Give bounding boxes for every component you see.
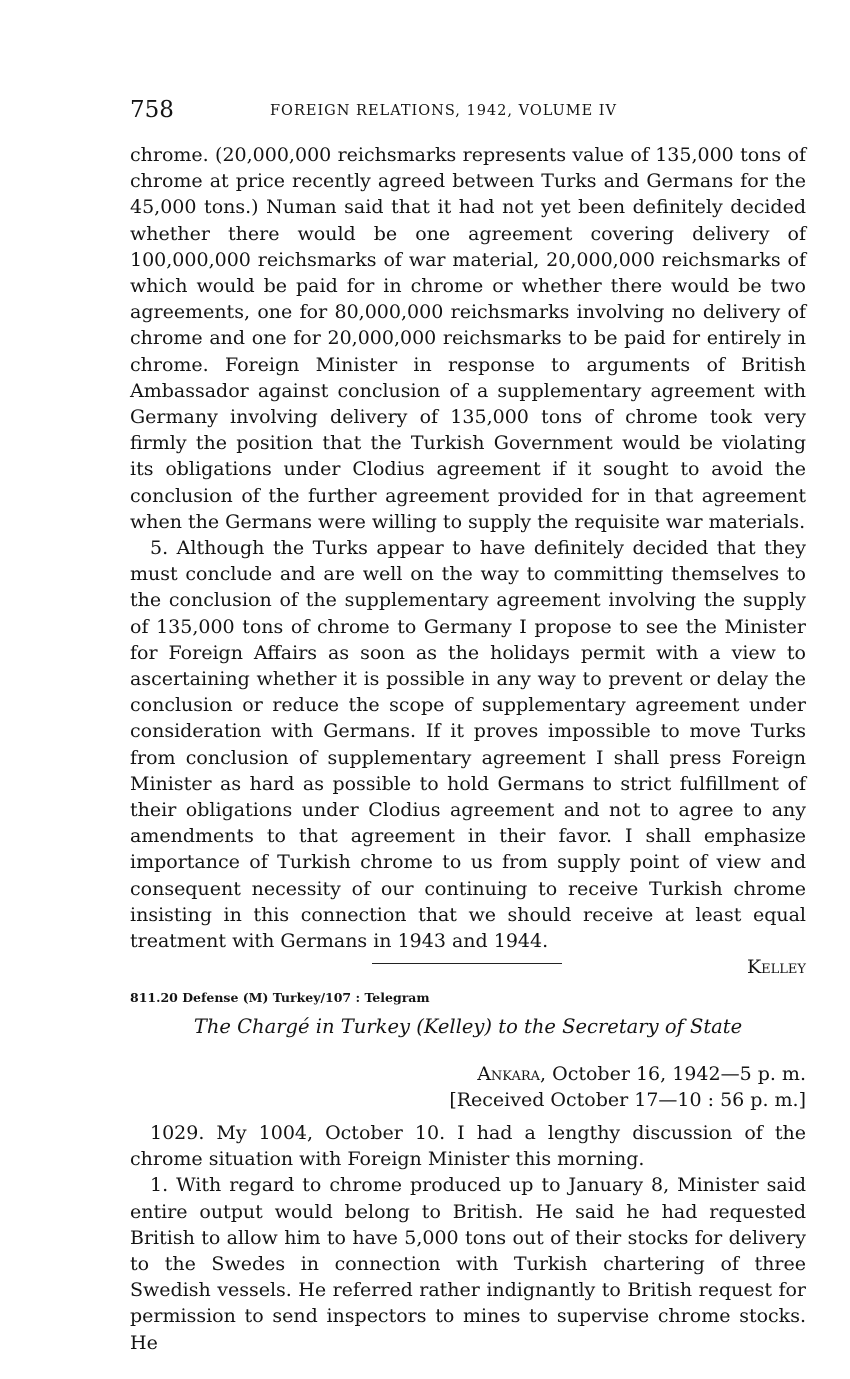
paragraph-1029: 1029. My 1004, October 10. I had a lengthy discussion of the chrome situation with Foreign Minister this morning.	[130, 1122, 806, 1171]
date-received: [Received October 17—10 : 56 p. m.]	[449, 1089, 806, 1111]
paragraph-5: 5. Although the Turks appear to have definitely decided that they must conclude and are well on the way to committing themselves to the conclusion of the supplementary agreement involving the supply of 135,000 tons of chrome to Germany I propose to see the Minister for Foreign Affairs as soon as the holidays permit with a view to ascertaining whether it is possible in any way to prevent or delay the conclusion or reduce the scope of supplementary agreement under consideration with Germans. If it proves impossible to move Turks from conclusion of supplementary agreement I shall press Foreign Minister as hard as possible to hold Germans to strict fulfillment of their obligations under Clodius agreement and not to agree to any amendments to that agreement in their favor. I shall emphasize importance of Turkish chrome to us from supply point of view and consequent necessity of our continuing to receive Turkish chrome insisting in this connection that we should receive at least equal treatment with Germans in 1943 and 1944.	[130, 537, 806, 953]
place-name: Ankara,	[477, 1063, 547, 1085]
file-reference: 811.20 Defense (M) Turkey/107 : Telegram	[130, 990, 430, 1005]
continuation-text	[130, 142, 806, 980]
date-sent: October 16, 1942—5 p. m.	[546, 1063, 806, 1085]
telegram-text	[130, 1120, 806, 1356]
running-title: FOREIGN RELATIONS, 1942, VOLUME IV	[270, 103, 617, 119]
section-divider	[372, 963, 562, 964]
dateline	[130, 1061, 806, 1113]
paragraph-continuation: chrome. (20,000,000 reichsmarks represents value of 135,000 tons of chrome at price recently agreed between Turks and Germans for the 45,000 tons.) Numan said that it had not yet been definitely decided whether there would be one agreement covering delivery of 100,000,000 reichsmarks of war material, 20,000,000 reichsmarks of which would be paid for in chrome or whether there would be two agreements, one for 80,000,000 reichsmarks involving no delivery of chrome and one for 20,000,000 reichsmarks to be paid for entirely in chrome. Foreign Minister in response to arguments of British Ambassador against conclusion of a supplementary agreement with Germany involving delivery of 135,000 tons of chrome took very firmly the position that the Turkish Government would be violating its obligations under Clodius agreement if it sought to avoid the conclusion of the further agreement provided for in that agreement when the Germans were willing to supply the requisite war materials.	[130, 144, 806, 533]
document-title: The Chargé in Turkey (Kelley) to the Secretary of State	[193, 1015, 743, 1038]
signature: Kelley	[746, 956, 806, 979]
page-number: 758	[130, 97, 174, 123]
paragraph-1: 1. With regard to chrome produced up to January 8, Minister said entire output would belong to British. He said he had requested British to allow him to have 5,000 tons out of their stocks for delivery to the Swedes in connection with Turkish chartering of three Swedish vessels. He referred rather indignantly to British request for permission to send inspectors to mines to supervise chrome stocks. He	[130, 1174, 806, 1354]
page-header	[130, 96, 806, 124]
date-sent-line	[130, 1061, 806, 1087]
